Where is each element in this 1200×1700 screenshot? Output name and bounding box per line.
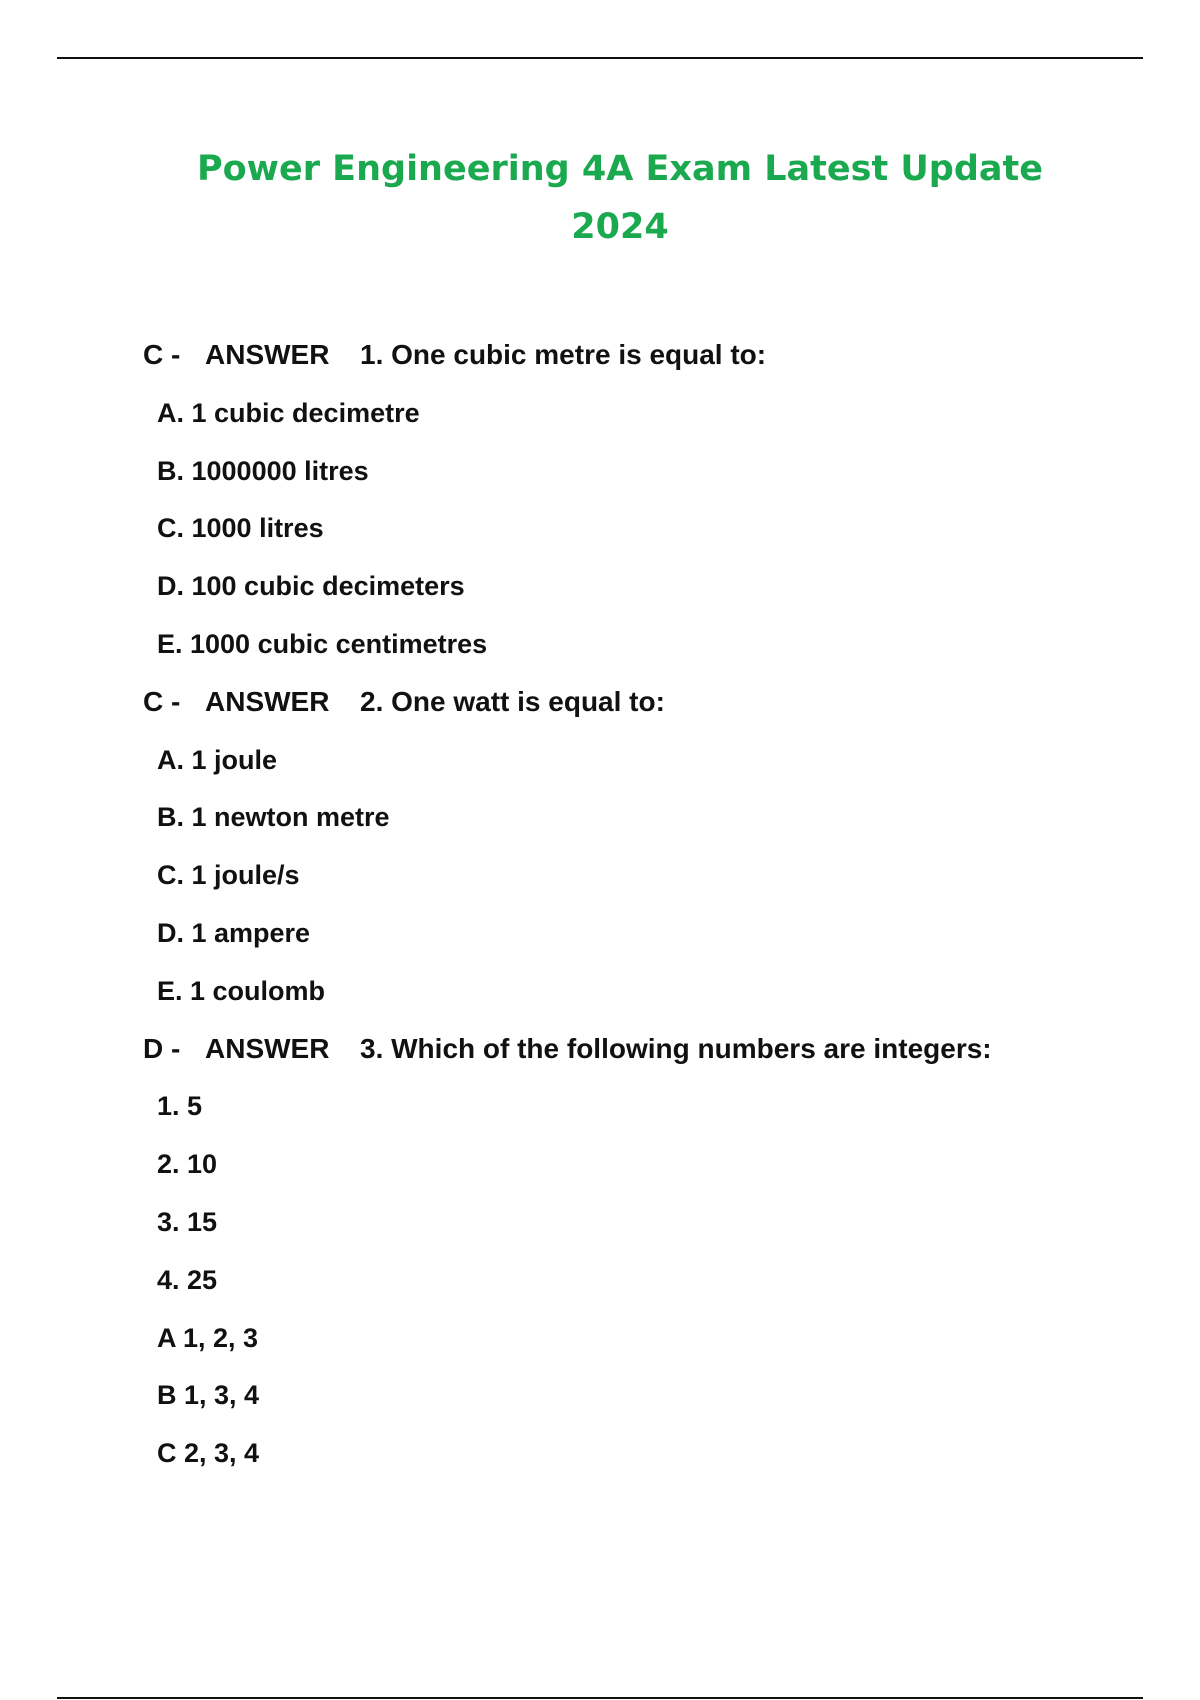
option-item: A. 1 joule <box>157 744 278 775</box>
question-list <box>143 333 1143 1489</box>
option-item: 3. 15 <box>157 1206 218 1237</box>
question-text: 2. One watt is equal to: <box>360 685 665 717</box>
question-2-header <box>143 680 1143 738</box>
option-item: C 2, 3, 4 <box>157 1438 260 1469</box>
answer-key: C - <box>143 685 181 717</box>
option-item: C. 1 joule/s <box>157 860 300 891</box>
option-item: B. 1000000 litres <box>157 455 369 486</box>
option-item: B. 1 newton metre <box>157 802 390 833</box>
question-1-header <box>143 333 1143 391</box>
answer-key: D - <box>143 1032 181 1064</box>
option-item: 2. 10 <box>157 1149 218 1180</box>
option-item: B 1, 3, 4 <box>157 1380 260 1411</box>
option-item: 4. 25 <box>157 1264 218 1295</box>
option-item: D. 1 ampere <box>157 917 311 948</box>
question-text: 1. One cubic metre is equal to: <box>360 339 767 370</box>
title-line-2: 2024 <box>571 207 669 247</box>
answer-label: ANSWER <box>205 339 330 370</box>
answer-key: C - <box>143 339 181 370</box>
option-item: C. 1000 litres <box>157 513 324 544</box>
bottom-divider <box>57 1697 1143 1699</box>
title-line-1: Power Engineering 4A Exam Latest Update <box>196 149 1044 189</box>
question-text: 3. Which of the following numbers are integers: <box>360 1032 992 1064</box>
option-item: A 1, 2, 3 <box>157 1322 259 1353</box>
option-item: E. 1000 cubic centimetres <box>157 628 488 659</box>
page-title <box>140 140 1100 256</box>
answer-label: ANSWER <box>205 1032 330 1064</box>
option-item: 1. 5 <box>157 1091 203 1122</box>
option-item: A. 1 cubic decimetre <box>157 397 420 428</box>
top-divider <box>57 57 1143 59</box>
option-item: D. 100 cubic decimeters <box>157 571 465 602</box>
answer-label: ANSWER <box>205 685 330 717</box>
question-3-header <box>143 1027 1143 1085</box>
option-item: E. 1 coulomb <box>157 975 326 1006</box>
